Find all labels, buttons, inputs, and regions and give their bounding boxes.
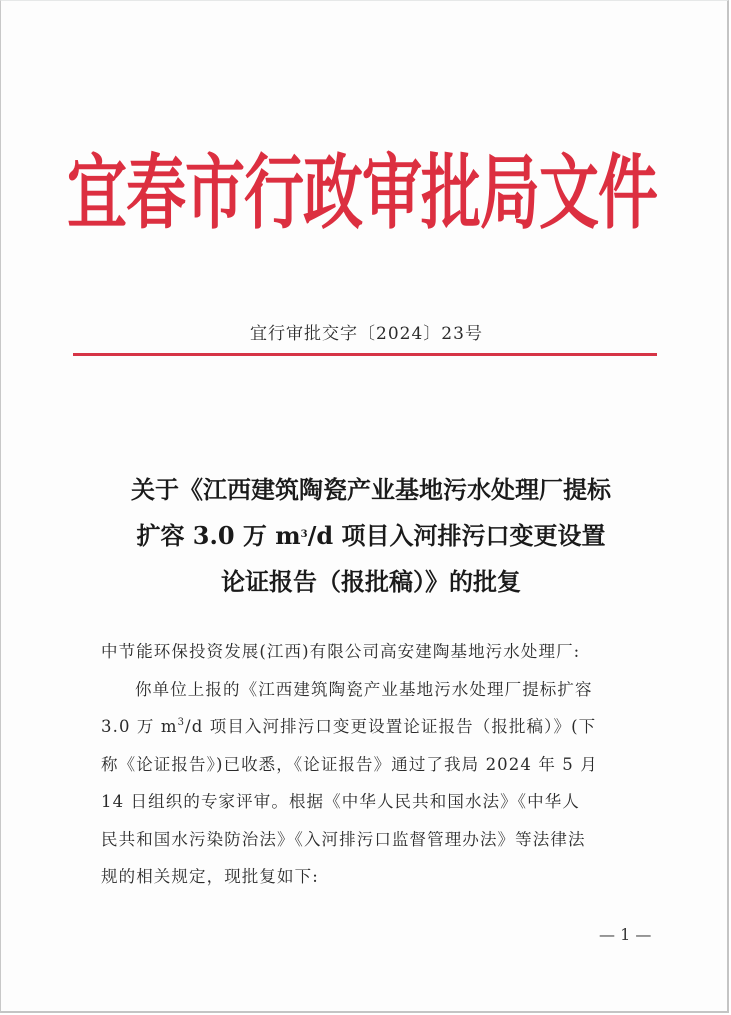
title-line-2 — [81, 513, 661, 559]
page-number: — 1 — — [599, 925, 652, 944]
body-line-2-pre: 3.0 万 m — [101, 717, 178, 736]
title-line-1: 关于《江西建筑陶瓷产业基地污水处理厂提标 — [131, 475, 611, 504]
body-line-4: 14 日组织的专家评审。根据《中华人民共和国水法》《中华人 — [101, 792, 580, 811]
body-superscript: 3 — [177, 717, 186, 728]
body-line-5: 民共和国水污染防治法》《入河排污口监督管理办法》等法律法 — [101, 829, 586, 849]
title-line-2-pre: 扩容 3.0 万 m — [136, 521, 301, 550]
masthead-title: 宜春市行政审批局文件 — [67, 146, 657, 242]
body-line-2-post: /d 项目入河排污口变更设置论证报告（报批稿）》(下 — [185, 717, 597, 736]
document-number: 宜行审批交字〔2024〕23号 — [250, 324, 483, 344]
body-line-2 — [101, 708, 661, 746]
document-title — [81, 467, 661, 605]
title-superscript: 3 — [300, 529, 308, 540]
red-divider-line — [73, 353, 657, 356]
document-body — [101, 633, 661, 896]
body-line-3: 称《论证报告》)已收悉，《论证报告》通过了我局 2024 年 5 月 — [101, 754, 598, 774]
body-line-6: 规的相关规定，现批复如下: — [101, 867, 319, 886]
body-line-1: 你单位上报的《江西建筑陶瓷产业基地污水处理厂提标扩容 — [135, 679, 593, 699]
addressee: 中节能环保投资发展(江西)有限公司高安建陶基地污水处理厂: — [101, 642, 581, 661]
title-line-3: 论证报告（报批稿）》的批复 — [221, 567, 521, 596]
title-line-2-post: /d 项目入河排污口变更设置 — [307, 521, 606, 550]
